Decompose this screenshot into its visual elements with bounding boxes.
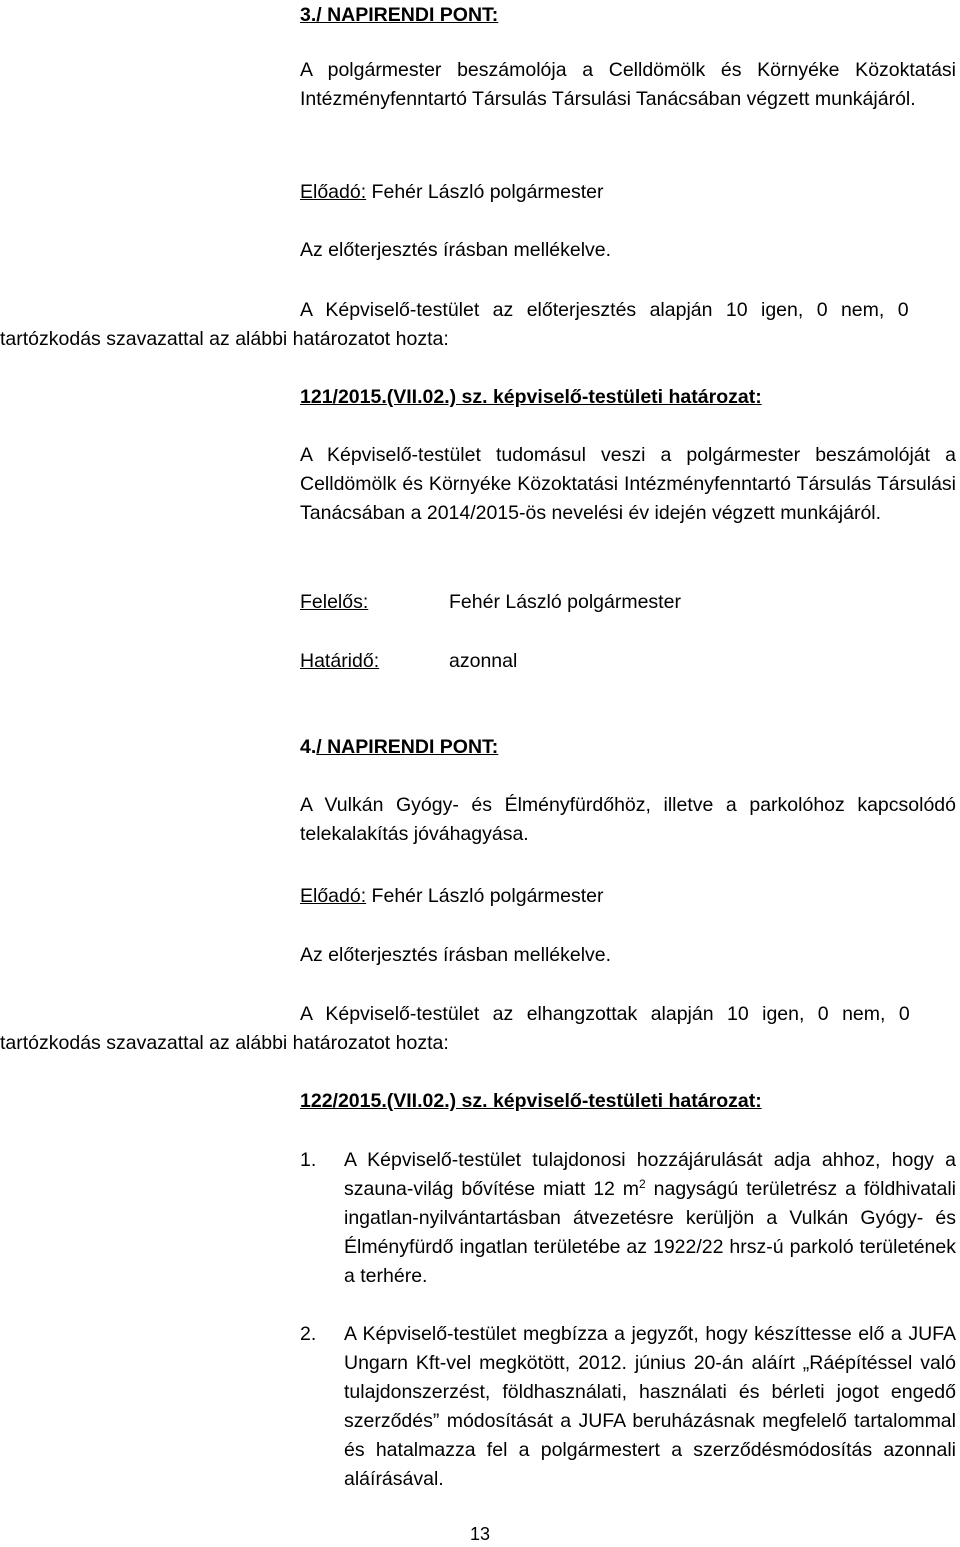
presenter-label: Előadó: (300, 181, 367, 203)
vote-line-1: A Képviselő-testület az elhangzottak alapján 10 igen, 0 nem, 0 (300, 1003, 910, 1025)
deadline-value: azonnal (449, 650, 518, 672)
agenda-item-4-presenter (300, 882, 956, 911)
vote-line-2: tartózkodás szavazattal az alábbi határozatot hozta: (0, 328, 449, 350)
superscript-2: 2 (639, 1177, 646, 1191)
point-2-number: 2. (300, 1323, 317, 1345)
deadline-label: Határidő: (300, 650, 380, 672)
vote-line-2: tartózkodás szavazattal az alábbi határozatot hozta: (0, 1032, 449, 1054)
agenda-item-3-presenter (300, 178, 956, 207)
presenter-label: Előadó: (300, 885, 367, 907)
agenda-item-4-attachment-note: Az előterjesztés írásban mellékelve. (300, 944, 612, 966)
point-2-text: A Képviselő-testület megbízza a jegyzőt, hogy készíttesse elő a JUFA Ungarn Kft-vel megkötött, 2012. június 20-án aláírt „Ráépítéssel való tulajdonszerzést, földhasználati, használati és bérleti jogot engedő szerződés” módosítását a JUFA beruházásnak megfelelő tartalommal és hatalmazza fel a polgármestert a szerződésmódosítás azonnali aláírásával. (344, 1323, 956, 1490)
agenda-item-3-subject: A polgármester beszámolója a Celldömölk és Környéke Közoktatási Intézményfenntartó Társulás Társulási Tanácsában végzett munkájáról. (300, 59, 956, 110)
resolution-121-text: A Képviselő-testület tudomásul veszi a polgármester beszámolóját a Celldömölk és Környéke Közoktatási Intézményfenntartó Társulás Társulási Tanácsában a 2014/2015-ös nevelési év idején végzett munkájáról. (300, 444, 956, 524)
agenda-item-3-vote-statement (0, 296, 956, 354)
vote-line-1: A Képviselő-testület az előterjesztés alapján 10 igen, 0 nem, 0 (300, 299, 909, 321)
agenda-item-4-subject: A Vulkán Gyógy- és Élményfürdőhöz, illetve a parkolóhoz kapcsolódó telekalakítás jóváhagyása. (300, 794, 956, 845)
responsible-label: Felelős: (300, 591, 369, 613)
heading-text: / NAPIRENDI PONT: (316, 736, 499, 758)
agenda-item-4-heading (300, 733, 956, 762)
agenda-item-3-attachment-note: Az előterjesztés írásban mellékelve. (300, 239, 612, 261)
point-1-number: 1. (300, 1149, 317, 1171)
heading-number: 4. (300, 736, 317, 758)
presenter-name: Fehér László polgármester (366, 885, 604, 907)
presenter-name: Fehér László polgármester (366, 181, 604, 203)
responsible-value: Fehér László polgármester (449, 591, 681, 613)
point-1-text-a: A Képviselő-testület tulajdonosi hozzájárulását adja ahhoz, hogy a szauna-világ bővítése miatt 12 m (344, 1149, 956, 1200)
resolution-121-title: 121/2015.(VII.02.) sz. képviselő-testületi határozat: (300, 386, 762, 408)
point-1-text (344, 1146, 956, 1291)
resolution-122-title: 122/2015.(VII.02.) sz. képviselő-testületi határozat: (300, 1090, 762, 1112)
point-1-text-b: nagyságú területrész a földhivatali ingatlan-nyilvántartásban átvezetésre kerüljön a Vulkán Gyógy- és Élményfürdő ingatlan területébe az 1922/22 hrsz-ú parkoló területének a terhére. (344, 1178, 956, 1287)
page-number: 13 (469, 1524, 491, 1544)
agenda-item-4-vote-statement (0, 1000, 956, 1058)
agenda-item-3-heading: 3./ NAPIRENDI PONT: (300, 4, 499, 26)
